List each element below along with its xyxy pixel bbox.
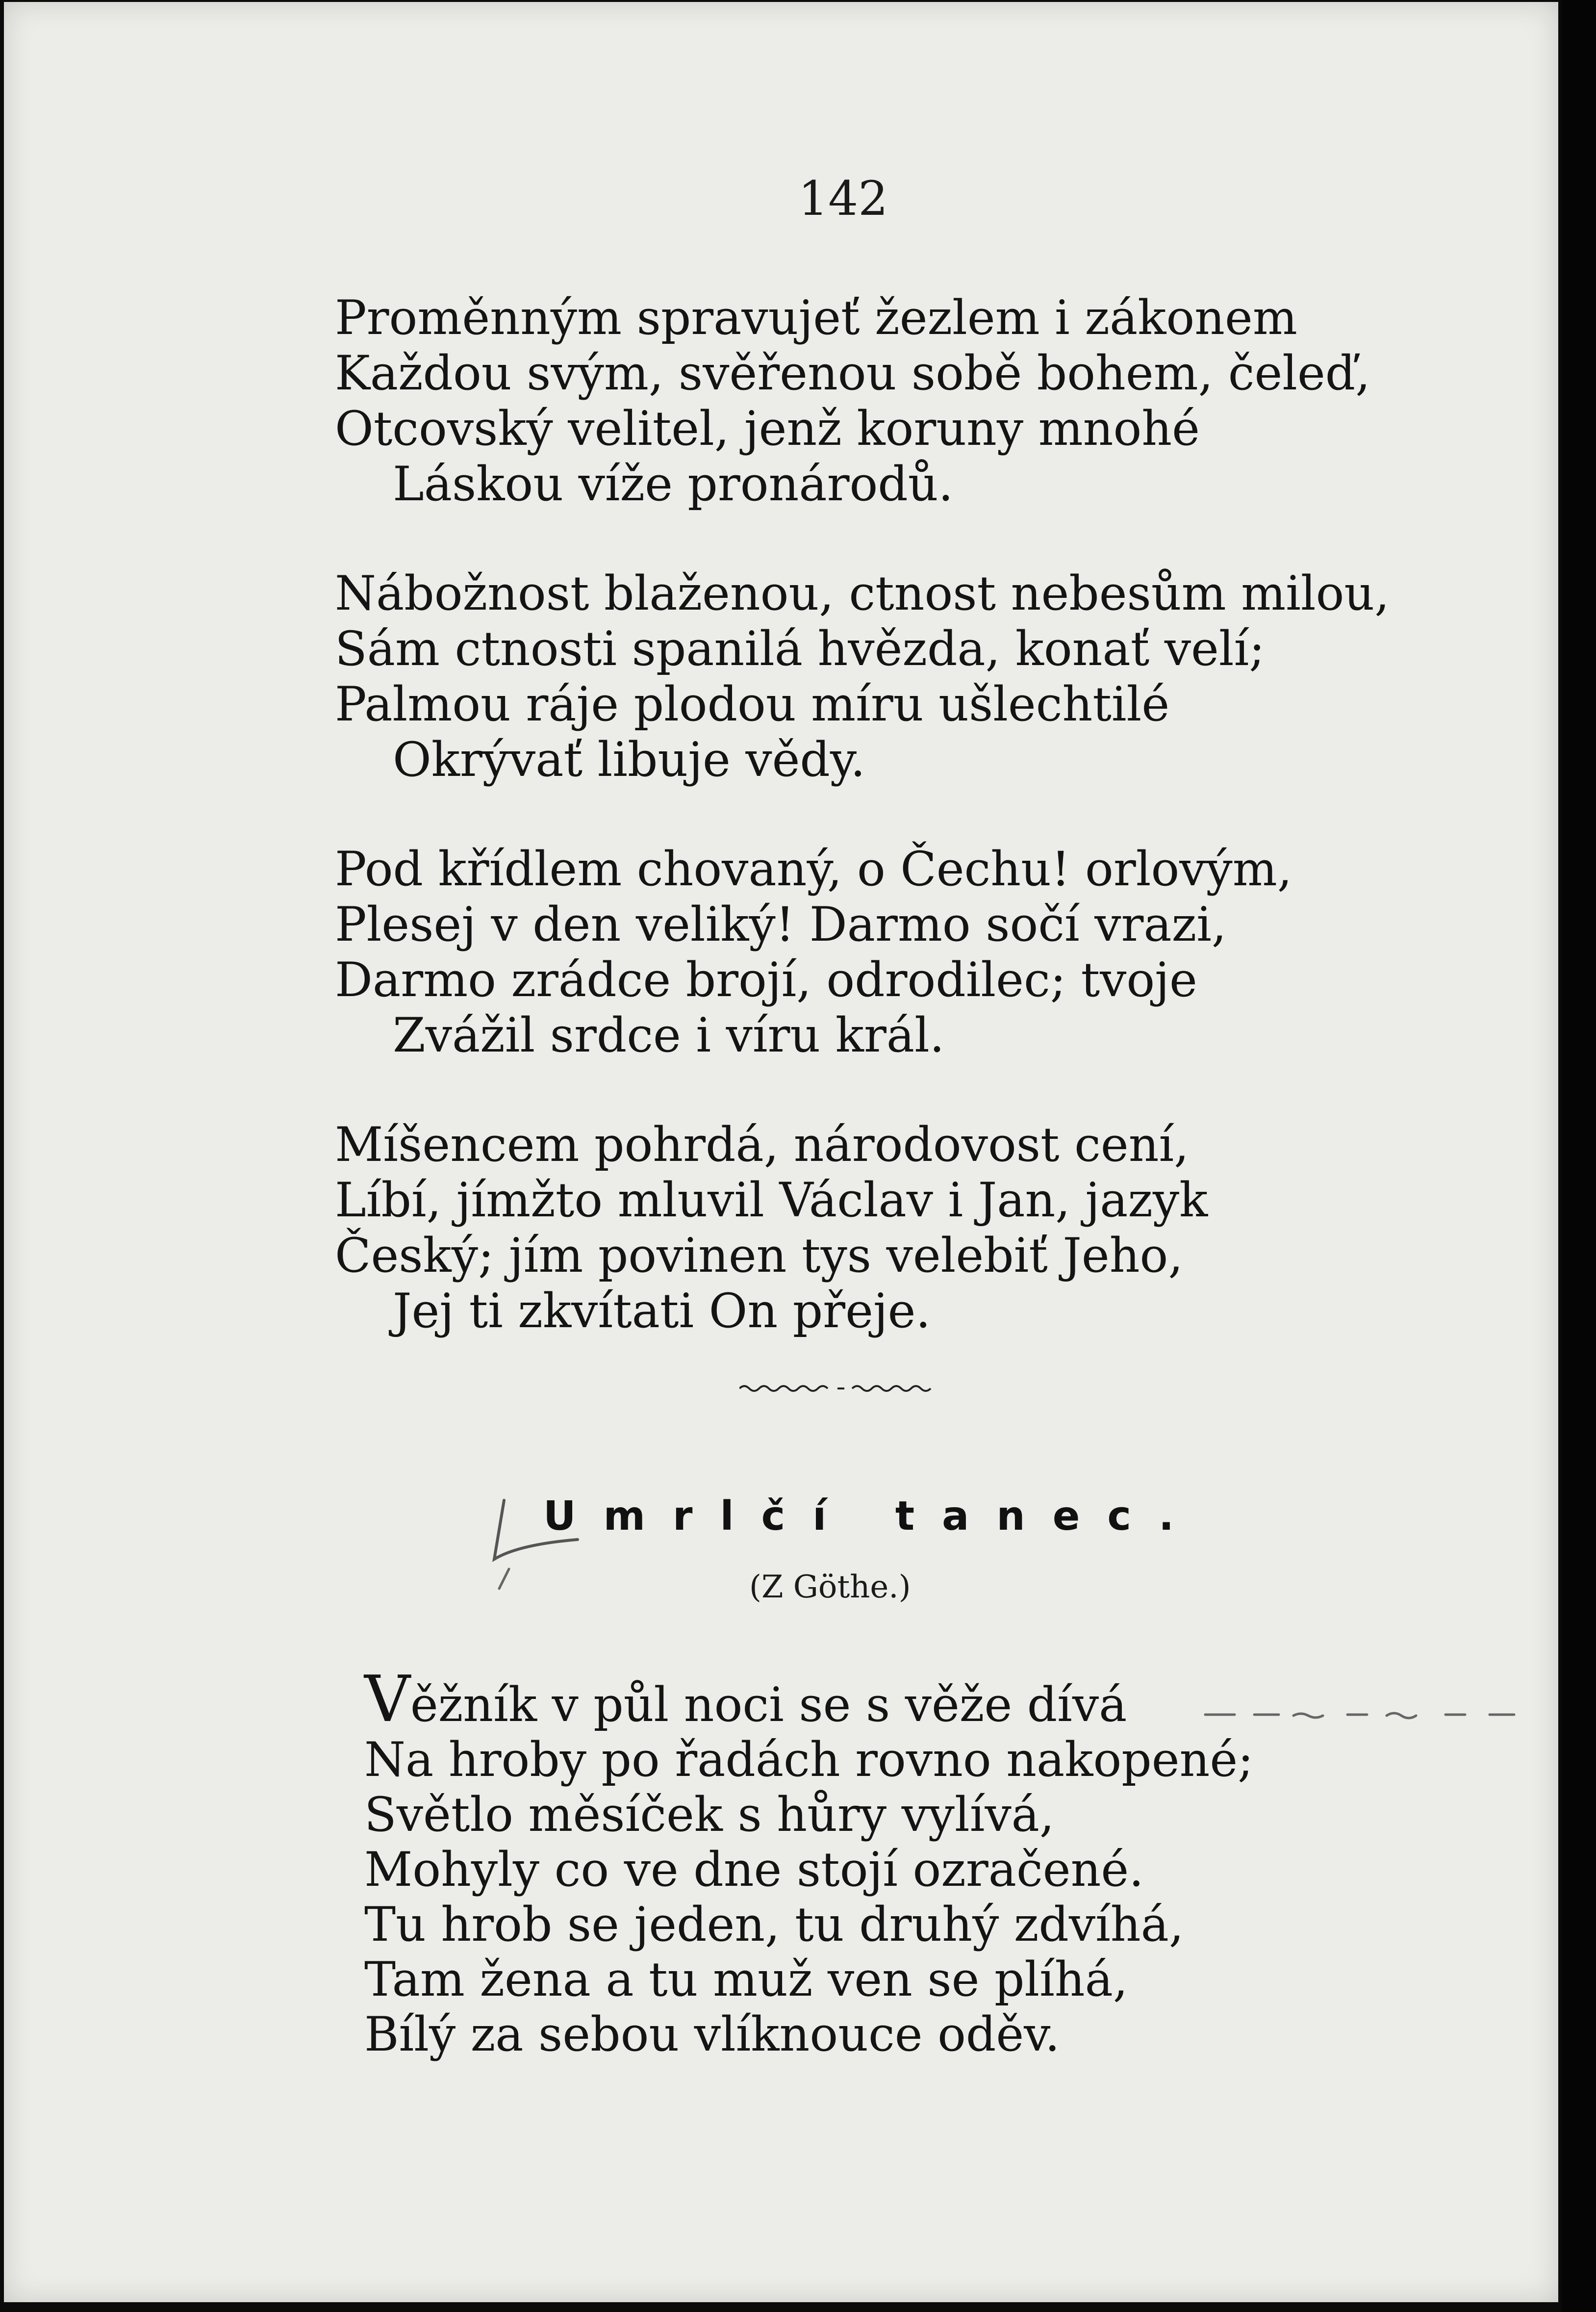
- scan-dark-edge: [1562, 0, 1596, 2312]
- verse-line: Zvážil srdce i víru král.: [393, 1008, 945, 1063]
- verse-line: Tam žena a tu muž ven se plíhá,: [364, 1952, 1128, 2007]
- verse-line: Darmo zrádce brojí, odrodilec; tvoje: [335, 952, 1197, 1007]
- verse-line: Každou svým, svěřenou sobě bohem, čeleď,: [335, 346, 1370, 401]
- verse-line: Proměnným spravujeť žezlem i zákonem: [335, 290, 1297, 345]
- verse-line-first-text: ěžník v půl noci se s věže dívá: [410, 1677, 1127, 1732]
- pencil-dash-mark: [1200, 1704, 1544, 1723]
- verse-line: Bílý za sebou vlíknouce oděv.: [364, 2007, 1060, 2062]
- verse-line: Palmou ráje plodou míru ušlechtilé: [335, 677, 1170, 732]
- verse-line: Jej ti zkvítati On přeje.: [393, 1284, 931, 1338]
- verse-line: Líbí, jímžto mluvil Václav i Jan, jazyk: [335, 1173, 1208, 1228]
- stanza-3: [335, 842, 1292, 1063]
- verse-line: Okrývať libuje vědy.: [393, 732, 865, 787]
- verse-line: Láskou víže pronárodů.: [393, 457, 954, 512]
- verse-line: Pod křídlem chovaný, o Čechu! orlovým,: [335, 842, 1292, 897]
- book-page: [4, 2, 1558, 2302]
- verse-line: Otcovský velitel, jenž koruny mnohé: [335, 401, 1200, 456]
- stanza-4: [335, 1117, 1208, 1339]
- verse-line: Světlo měsíček s hůry vylívá,: [364, 1787, 1055, 1842]
- verse-line: Mohyly co ve dne stojí ozračené.: [364, 1842, 1144, 1897]
- verse-line: Plesej v den veliký! Darmo sočí vrazi,: [335, 897, 1227, 952]
- verse-line: Tu hrob se jeden, tu druhý zdvíhá,: [364, 1897, 1184, 1952]
- poem-body: [364, 1662, 1254, 2062]
- verse-line: Míšencem pohrdá, národovost cení,: [335, 1117, 1189, 1172]
- verse-line: Sám ctnosti spanilá hvězda, konať velí;: [335, 621, 1265, 676]
- poem-attribution: (Z Göthe.): [749, 1569, 911, 1605]
- stanza-1: [335, 290, 1370, 512]
- verse-line-first: [364, 1662, 1254, 1736]
- poem-title: Umrlčí tanec.: [543, 1493, 1202, 1540]
- verse-line: Český; jím povinen tys velebiť Jeho,: [335, 1228, 1183, 1283]
- verse-line: Nábožnost blaženou, ctnost nebesům milou,: [335, 566, 1390, 621]
- stanza-2: [335, 566, 1390, 788]
- wavy-divider-ornament: [739, 1383, 936, 1392]
- drop-cap: V: [364, 1662, 410, 1736]
- verse-line: Na hroby po řadách rovno nakopené;: [364, 1732, 1254, 1787]
- page-number: 142: [798, 171, 888, 226]
